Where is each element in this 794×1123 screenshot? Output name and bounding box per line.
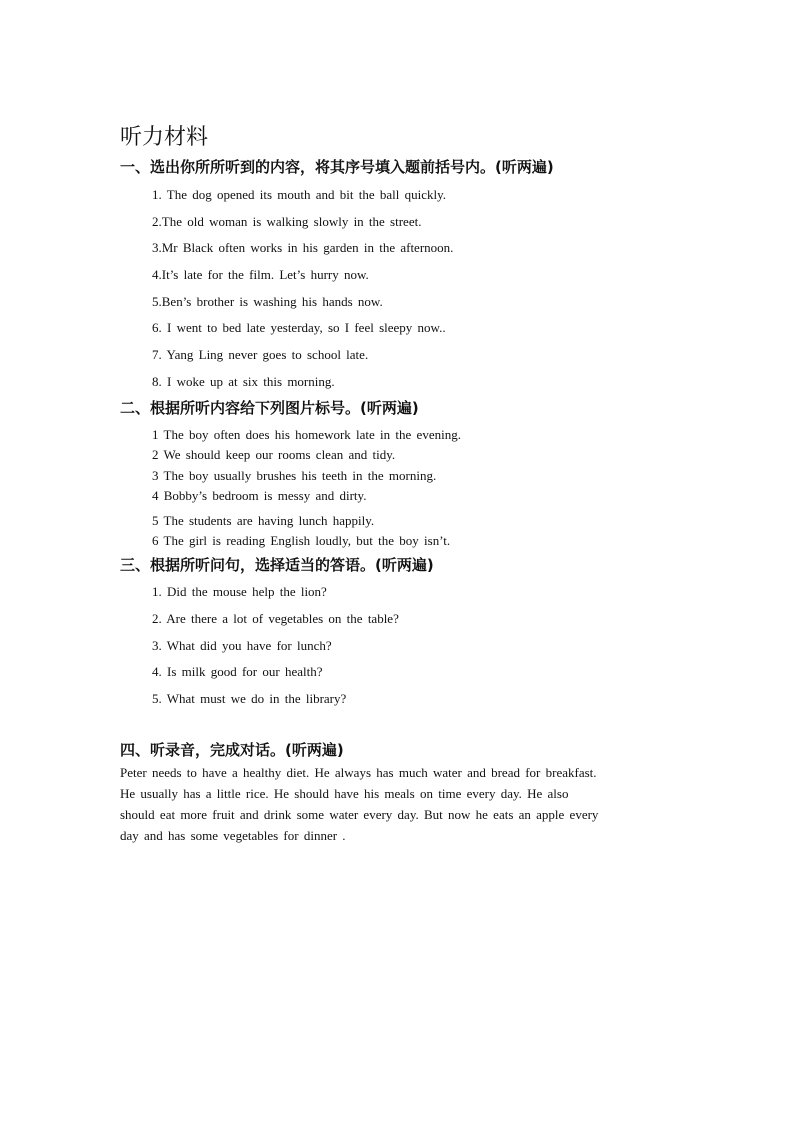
- section-2-heading: 二、根据所听内容给下列图片标号。(听两遍): [120, 399, 419, 417]
- section-1-item-3: 3.Mr Black often works in his garden in the afternoon.: [152, 240, 454, 255]
- section-2-item-5: 5 The students are having lunch happily.: [152, 513, 375, 528]
- section-1-item-6: 6. I went to bed late yesterday, so I feel sleepy now..: [152, 320, 446, 335]
- section-1-item-5: 5.Ben’s brother is washing his hands now.: [152, 294, 383, 309]
- section-2-item-4: 4 Bobby’s bedroom is messy and dirty.: [152, 488, 367, 503]
- section-3-item-3: 3. What did you have for lunch?: [152, 638, 332, 653]
- section-3-item-2: 2. Are there a lot of vegetables on the table?: [152, 611, 399, 626]
- section-4-paragraph-line-3: should eat more fruit and drink some water every day. But now he eats an apple every: [120, 807, 599, 822]
- section-3-item-1: 1. Did the mouse help the lion?: [152, 584, 327, 599]
- section-1-item-2: 2.The old woman is walking slowly in the street.: [152, 214, 422, 229]
- section-2-item-6: 6 The girl is reading English loudly, but the boy isn’t.: [152, 533, 451, 548]
- section-2-item-1: 1 The boy often does his homework late in the evening.: [152, 427, 461, 442]
- section-4-paragraph-line-2: He usually has a little rice. He should have his meals on time every day. He also: [120, 786, 569, 801]
- section-3-item-5: 5. What must we do in the library?: [152, 691, 347, 706]
- section-1-item-1: 1. The dog opened its mouth and bit the ball quickly.: [152, 187, 447, 202]
- section-4-paragraph-line-4: day and has some vegetables for dinner .: [120, 828, 346, 843]
- document-title: 听力材料: [120, 125, 209, 150]
- section-2-item-2: 2 We should keep our rooms clean and tidy.: [152, 447, 396, 462]
- section-1-item-8: 8. I woke up at six this morning.: [152, 374, 335, 389]
- section-3-heading: 三、根据所听问句，选择适当的答语。(听两遍): [120, 556, 434, 574]
- section-4-heading: 四、听录音，完成对话。(听两遍): [120, 741, 344, 759]
- section-1-item-7: 7. Yang Ling never goes to school late.: [152, 347, 369, 362]
- section-1-item-4: 4.It’s late for the film. Let’s hurry now.: [152, 267, 369, 282]
- section-3-item-4: 4. Is milk good for our health?: [152, 664, 323, 679]
- section-4-paragraph-line-1: Peter needs to have a healthy diet. He always has much water and bread for breakfast.: [120, 765, 597, 780]
- section-1-heading: 一、选出你所所听到的内容，将其序号填入题前括号内。(听两遍): [120, 158, 554, 176]
- section-2-item-3: 3 The boy usually brushes his teeth in the morning.: [152, 468, 437, 483]
